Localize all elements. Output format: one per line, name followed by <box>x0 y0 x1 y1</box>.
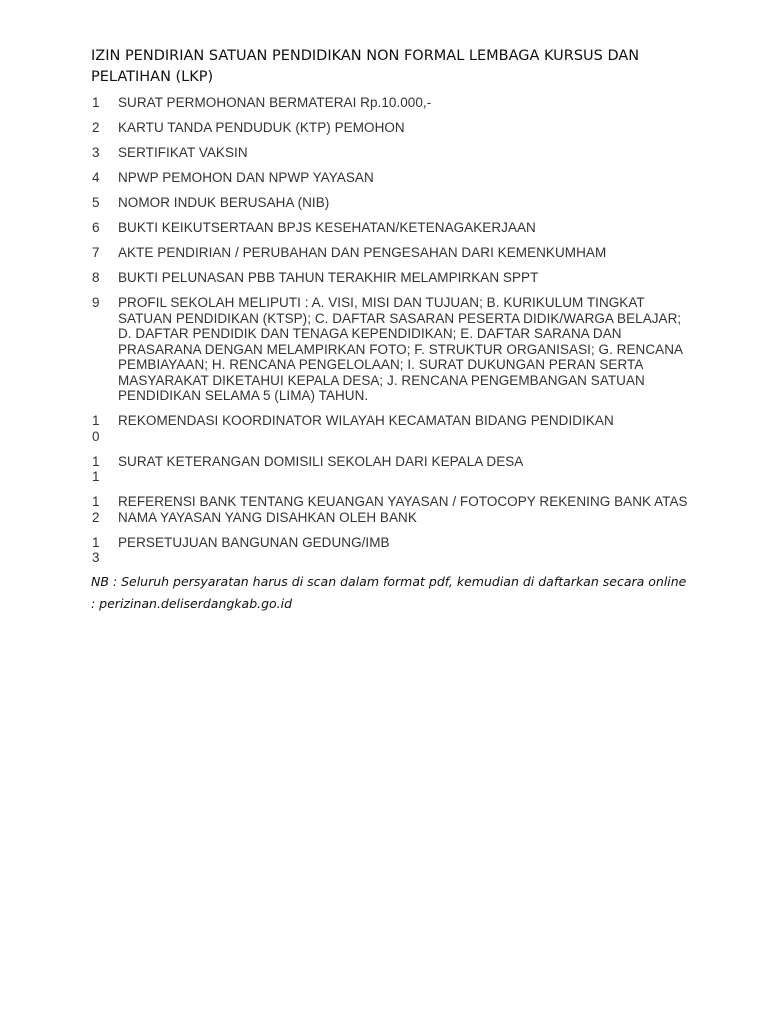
requirement-text: AKTE PENDIRIAN / PERUBAHAN DAN PENGESAHAN DARI KEMENKUMHAM <box>118 245 607 260</box>
requirement-text: BUKTI KEIKUTSERTAAN BPJS KESEHATAN/KETENAGAKERJAAN <box>118 220 536 235</box>
requirement-number-text: 3 <box>92 145 100 160</box>
requirement-item <box>91 120 691 136</box>
requirement-text: SERTIFIKAT VAKSIN <box>118 145 248 160</box>
requirement-item <box>91 245 691 261</box>
requirement-text: SURAT PERMOHONAN BERMATERAI Rp.10.000,- <box>118 95 432 110</box>
requirement-number <box>91 270 118 286</box>
requirement-text: NPWP PEMOHON DAN NPWP YAYASAN <box>118 170 374 185</box>
requirement-item <box>91 170 691 186</box>
requirement-text: SURAT KETERANGAN DOMISILI SEKOLAH DARI KEPALA DESA <box>118 453 524 469</box>
requirement-number-text: 10 <box>92 413 100 444</box>
requirement-number-text: 11 <box>92 453 100 484</box>
requirement-number <box>91 95 118 111</box>
requirement-item <box>91 195 691 211</box>
note-text: NB : Seluruh persyaratan harus di scan dalam format pdf, kemudian di daftarkan secara online : perizinan.deliserdangkab.go.id <box>91 574 687 611</box>
document-page <box>91 46 691 615</box>
requirement-number <box>91 454 118 485</box>
requirement-number-text: 5 <box>92 195 100 210</box>
requirement-number-text: 2 <box>92 120 100 135</box>
requirement-number-text: 6 <box>92 220 100 235</box>
requirement-item <box>91 535 691 566</box>
requirement-number <box>91 220 118 236</box>
requirement-text: REFERENSI BANK TENTANG KEUANGAN YAYASAN / FOTOCOPY REKENING BANK ATAS NAMA YAYASAN YANG DISAHKAN OLEH BANK <box>118 494 688 525</box>
requirement-text: REKOMENDASI KOORDINATOR WILAYAH KECAMATAN BIDANG PENDIDIKAN <box>118 413 614 428</box>
requirement-item <box>91 145 691 161</box>
requirement-item <box>91 270 691 286</box>
requirement-item <box>91 494 691 525</box>
requirement-number-text: 12 <box>92 494 100 525</box>
requirement-number <box>91 494 118 525</box>
requirement-text: NOMOR INDUK BERUSAHA (NIB) <box>118 195 330 210</box>
requirement-number <box>91 295 118 311</box>
requirement-number-text: 4 <box>92 170 100 185</box>
requirement-number <box>91 245 118 261</box>
requirement-number <box>91 120 118 136</box>
requirement-number-text: 8 <box>92 270 100 285</box>
requirement-text: KARTU TANDA PENDUDUK (KTP) PEMOHON <box>118 120 405 135</box>
requirement-text: PROFIL SEKOLAH MELIPUTI : A. VISI, MISI DAN TUJUAN; B. KURIKULUM TINGKAT SATUAN PENDIDIKAN (KTSP); C. DAFTAR SASARAN PESERTA DIDIK/WARGA BELAJAR; D. DAFTAR PENDIDIK DAN TENAGA KEPENDIDIKAN; E. DAFTAR SARANA DAN PRASARANA DENGAN MELAMPIRKAN FOTO; F. STRUKTUR ORGANISASI; G. RENCANA PEMBIAYAAN; H. RENCANA PENGELOLAAN; I. SURAT DUKUNGAN PERAN SERTA MASYARAKAT DIKETAHUI KEPALA DESA; J. RENCANA PENGEMBANGAN SATUAN PENDIDIKAN SELAMA 5 (LIMA) TAHUN. <box>118 295 683 403</box>
requirement-number <box>91 145 118 161</box>
requirement-text: PERSETUJUAN BANGUNAN GEDUNG/IMB <box>118 534 390 550</box>
requirement-item <box>91 413 691 444</box>
requirement-item <box>91 454 691 485</box>
requirement-text: BUKTI PELUNASAN PBB TAHUN TERAKHIR MELAMPIRKAN SPPT <box>118 270 539 285</box>
requirement-item <box>91 220 691 236</box>
requirement-number <box>91 170 118 186</box>
requirements-list <box>91 95 691 566</box>
requirement-number-text: 9 <box>92 295 100 310</box>
requirement-number <box>91 535 118 566</box>
requirement-number <box>91 413 118 444</box>
document-title: IZIN PENDIRIAN SATUAN PENDIDIKAN NON FORMAL LEMBAGA KURSUS DAN PELATIHAN (LKP) <box>91 48 640 85</box>
requirement-number <box>91 195 118 211</box>
requirement-number-text: 1 <box>92 95 100 110</box>
requirement-item <box>91 295 691 404</box>
requirement-item <box>91 95 691 111</box>
requirement-number-text: 7 <box>92 245 100 260</box>
requirement-number-text: 13 <box>92 534 100 565</box>
